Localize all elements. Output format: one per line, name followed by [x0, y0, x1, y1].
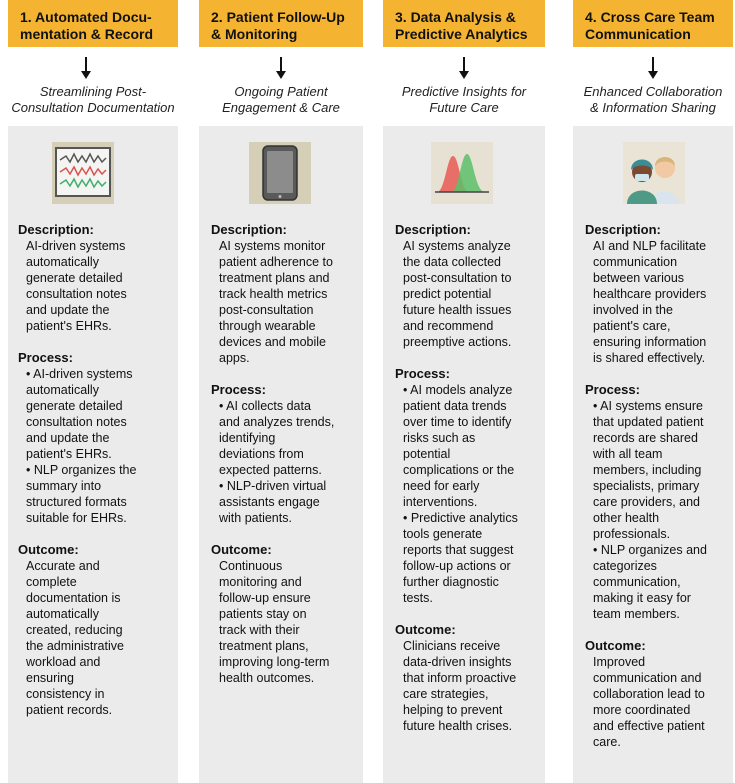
- column-subtitle: Streamlining Post- Consultation Documentation: [11, 84, 175, 115]
- process-text: • AI collects data and analyzes trends, identifying deviations from expected patterns. • NLP-driven virtual assistants engage with patients.: [219, 399, 335, 525]
- column-body: [211, 222, 361, 686]
- outcome-text: Clinicians receive data-driven insights that inform proactive care strategies, helping to prevent future health crises.: [403, 639, 517, 733]
- process-text: • AI systems ensure that updated patient records are shared with all team members, including specialists, primary care providers, and other health professionals. • NLP organizes and categorizes communication, making it easy for team members.: [593, 399, 707, 621]
- outcome-text: Improved communication and collaboration lead to more coordinated and effective patient care.: [593, 655, 705, 749]
- process-text: • AI-driven systems automatically generate detailed consultation notes and update the patient's EHRs. • NLP organizes the summary into structured formats suitable for EHRs.: [26, 367, 137, 525]
- column-subtitle: Enhanced Collaboration & Information Sharing: [583, 84, 723, 115]
- description-label: Description:: [395, 222, 471, 237]
- tablet-icon: [249, 142, 311, 204]
- column-header: 2. Patient Follow-Up & Monitoring: [199, 0, 363, 47]
- description-text: AI systems monitor patient adherence to treatment plans and track health metrics post-consultation through wearable devices and mobile apps.: [219, 239, 333, 365]
- down-arrow-icon: [8, 47, 178, 84]
- description-label: Description:: [211, 222, 287, 237]
- column-body: [395, 222, 545, 734]
- process-label: Process:: [18, 350, 73, 365]
- down-arrow-icon: [383, 47, 545, 84]
- column-automated-documentation: [8, 0, 178, 717]
- description-label: Description:: [18, 222, 94, 237]
- outcome-label: Outcome:: [585, 638, 646, 653]
- down-arrow-icon: [573, 47, 733, 84]
- process-label: Process:: [585, 382, 640, 397]
- column-subtitle: Ongoing Patient Engagement & Care: [222, 84, 340, 115]
- description-text: AI systems analyze the data collected post-consultation to predict potential future health issues and recommend preemptive actions.: [403, 239, 512, 349]
- description-label: Description:: [585, 222, 661, 237]
- description-text: AI-driven systems automatically generate detailed consultation notes and update the patient's EHRs.: [26, 239, 127, 333]
- column-care-team-communication: [573, 0, 733, 749]
- process-text: • AI models analyze patient data trends over time to identify risks such as potential complications or the need for early interventions. • Predictive analytics tools generate reports that suggest follow-up actions or further diagnostic tests.: [403, 383, 518, 605]
- column-header: 1. Automated Docu- mentation & Record: [8, 0, 178, 47]
- process-label: Process:: [395, 366, 450, 381]
- distribution-curves-icon: [431, 142, 493, 204]
- down-arrow-icon: [199, 47, 363, 84]
- outcome-label: Outcome:: [211, 542, 272, 557]
- column-header: 3. Data Analysis & Predictive Analytics: [383, 0, 545, 47]
- outcome-label: Outcome:: [18, 542, 79, 557]
- column-patient-follow-up: [199, 0, 363, 685]
- column-header: 4. Cross Care Team Communication: [573, 0, 733, 47]
- description-text: AI and NLP facilitate communication between various healthcare providers involved in the patient's care, ensuring information is shared effectively.: [593, 239, 707, 365]
- care-team-icon: [623, 142, 685, 204]
- process-label: Process:: [211, 382, 266, 397]
- outcome-label: Outcome:: [395, 622, 456, 637]
- outcome-text: Continuous monitoring and follow-up ensure patients stay on track with their treatment plans, improving long-term health outcomes.: [219, 559, 330, 685]
- outcome-text: Accurate and complete documentation is automatically created, reducing the administrative workload and ensuring consistency in patient records.: [26, 559, 124, 717]
- column-body: [18, 222, 174, 718]
- column-subtitle: Predictive Insights for Future Care: [401, 84, 527, 115]
- column-body: [585, 222, 733, 750]
- ecg-monitor-icon: [52, 142, 114, 204]
- column-predictive-analytics: [383, 0, 545, 733]
